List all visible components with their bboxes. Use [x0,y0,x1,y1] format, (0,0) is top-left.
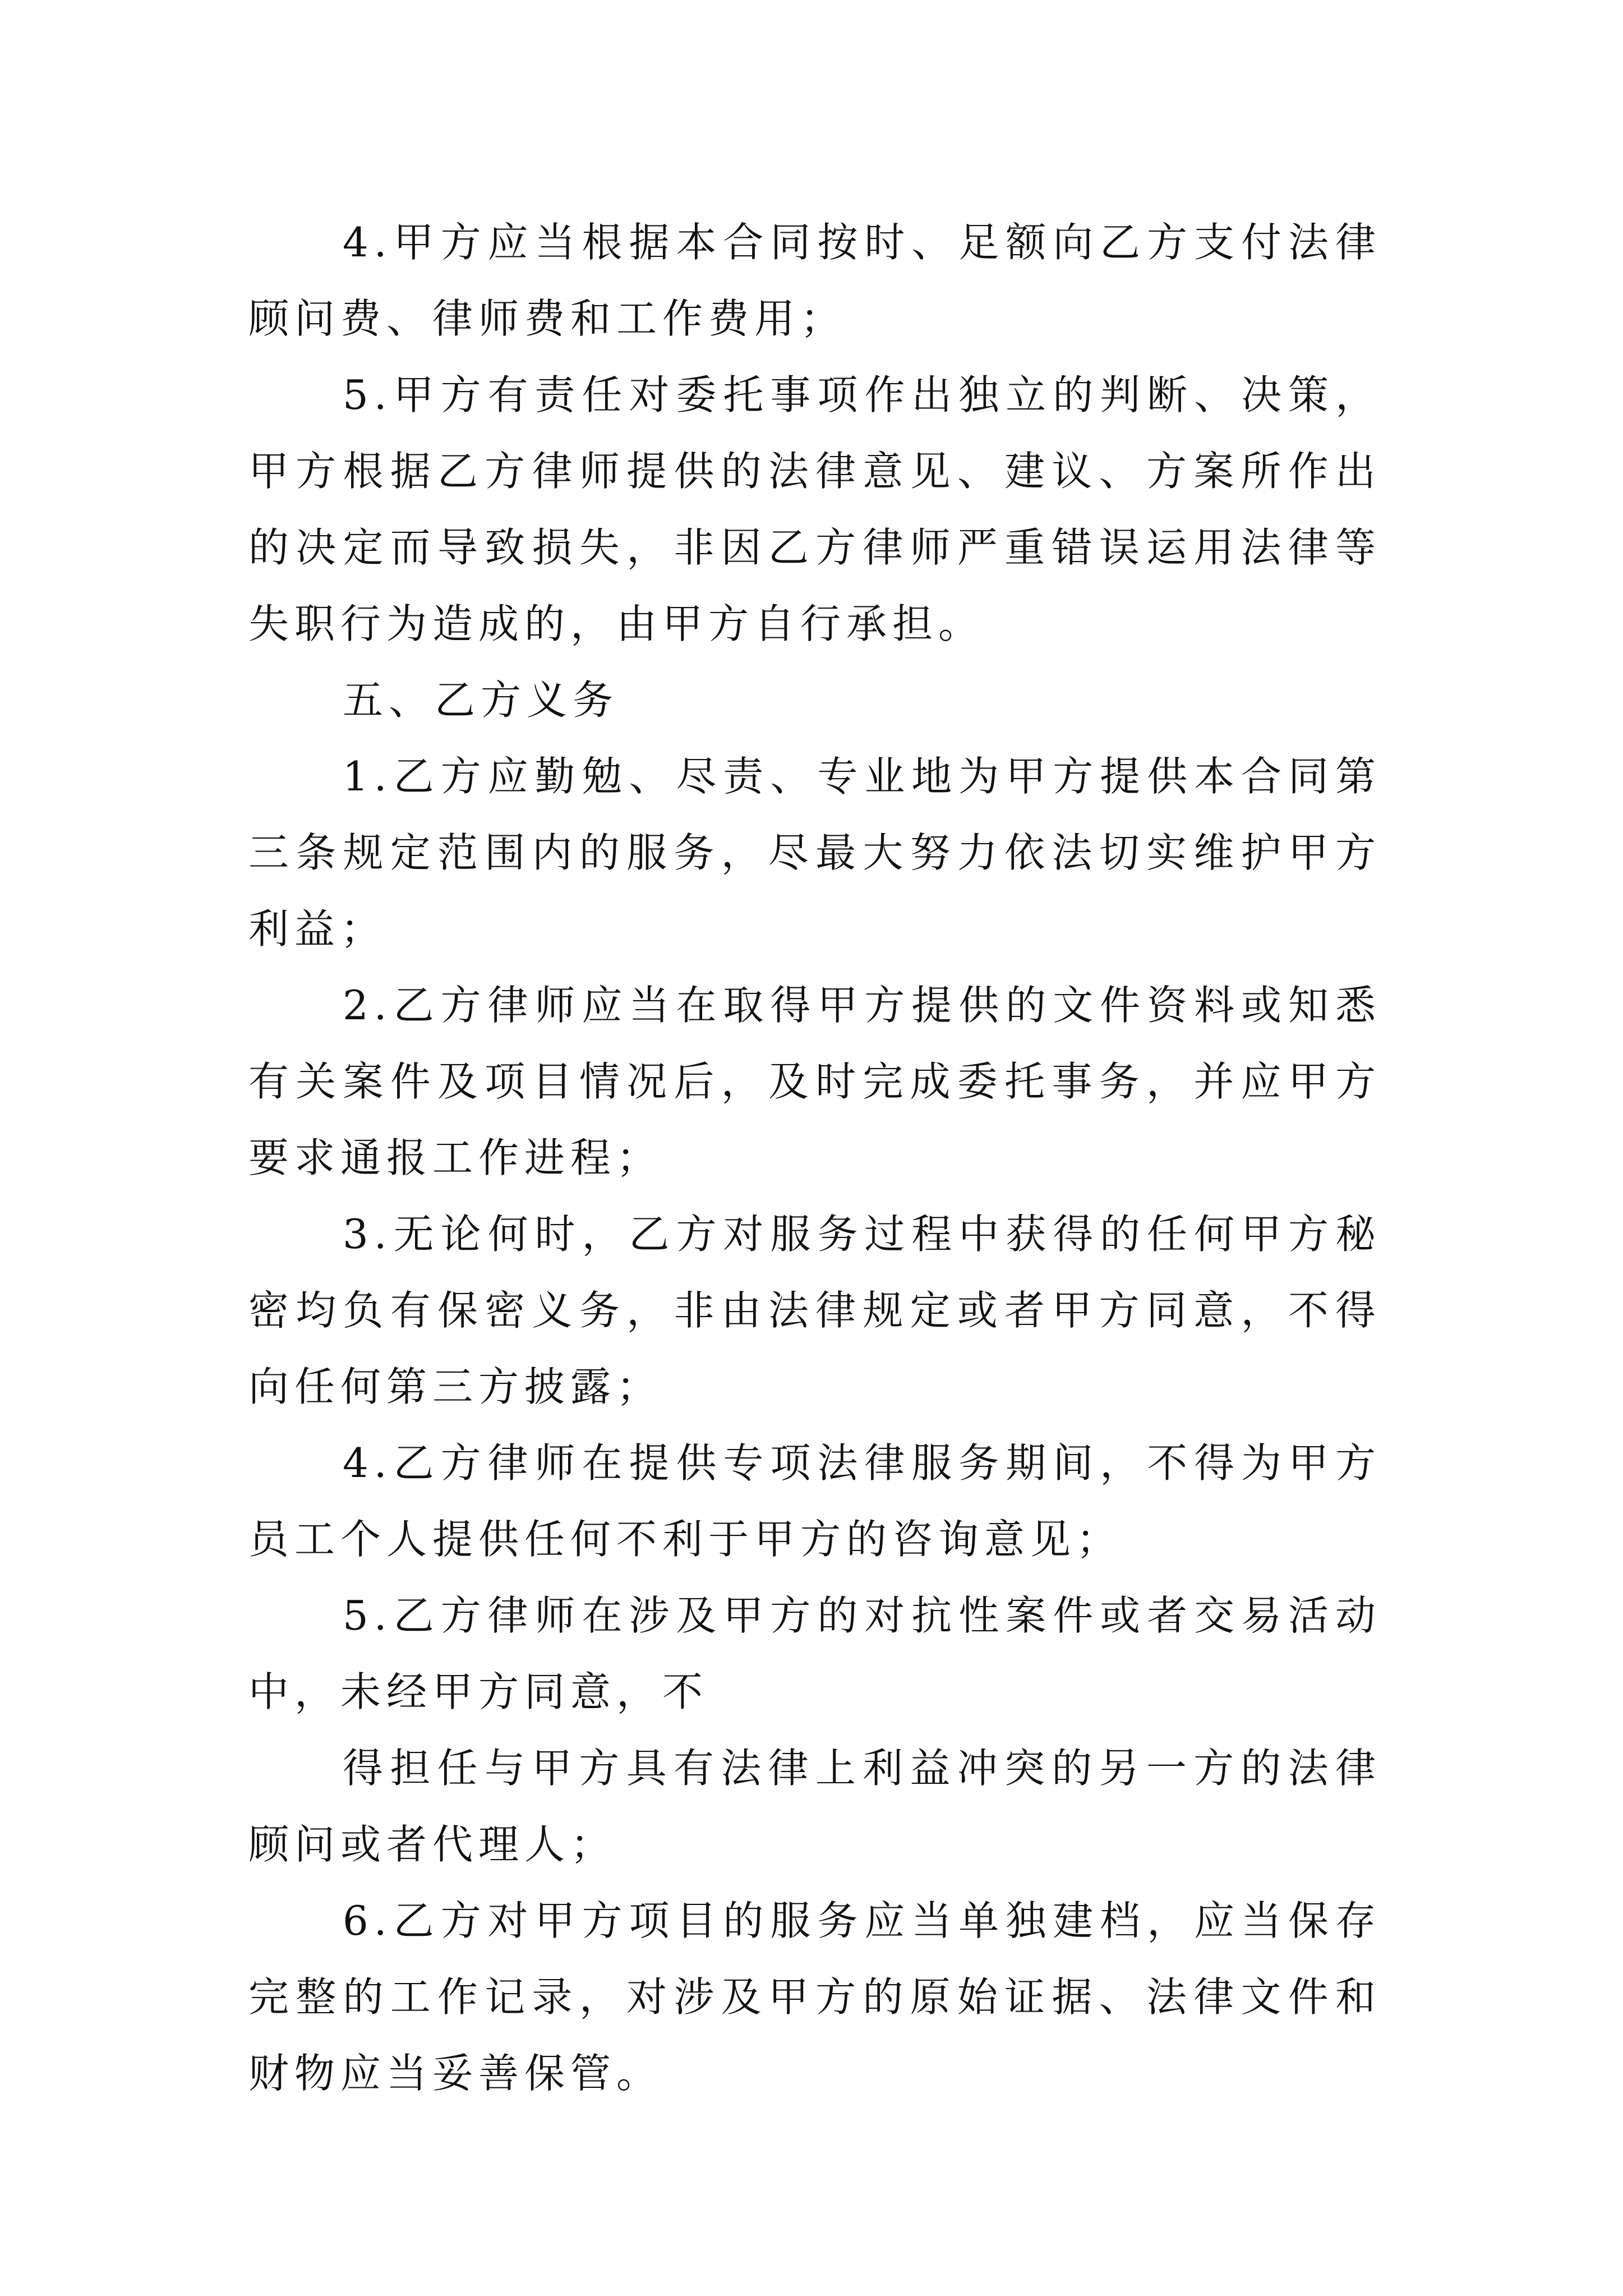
paragraph-party-b-4: 4.乙方律师在提供专项法律服务期间，不得为甲方员工个人提供任何不利于甲方的咨询意见； [248,1439,1381,1563]
paragraph-party-b-3: 3.无论何时，乙方对服务过程中获得的任何甲方秘密均负有保密义务，非由法律规定或者甲方同意，不得向任何第三方披露； [248,1211,1381,1410]
paragraph-party-b-5: 5.乙方律师在涉及甲方的对抗性案件或者交易活动中，未经甲方同意，不 [248,1592,1381,1715]
paragraph-party-b-5-continued: 得担任与甲方具有法律上利益冲突的另一方的法律顾问或者代理人； [248,1745,1381,1868]
paragraph-party-a-5: 5.甲方有责任对委托事项作出独立的判断、决策，甲方根据乙方律师提供的法律意见、建议、方案所作出的决定而导致损失，非因乙方律师严重错误运用法律等失职行为造成的，由甲方自行承担。 [248,371,1381,647]
paragraph-party-b-6: 6.乙方对甲方项目的服务应当单独建档，应当保存完整的工作记录，对涉及甲方的原始证据、法律文件和财物应当妥善保管。 [248,1897,1381,2097]
document-body [248,204,1381,2111]
paragraph-party-b-2: 2.乙方律师应当在取得甲方提供的文件资料或知悉有关案件及项目情况后，及时完成委托事务，并应甲方要求通报工作进程； [248,982,1381,1181]
section-heading-party-b-obligations: 五、乙方义务 [343,677,619,724]
paragraph-party-a-4: 4.甲方应当根据本合同按时、足额向乙方支付法律顾问费、律师费和工作费用； [248,219,1381,342]
paragraph-party-b-1: 1.乙方应勤勉、尽责、专业地为甲方提供本合同第三条规定范围内的服务，尽最大努力依法切实维护甲方利益； [248,753,1381,953]
